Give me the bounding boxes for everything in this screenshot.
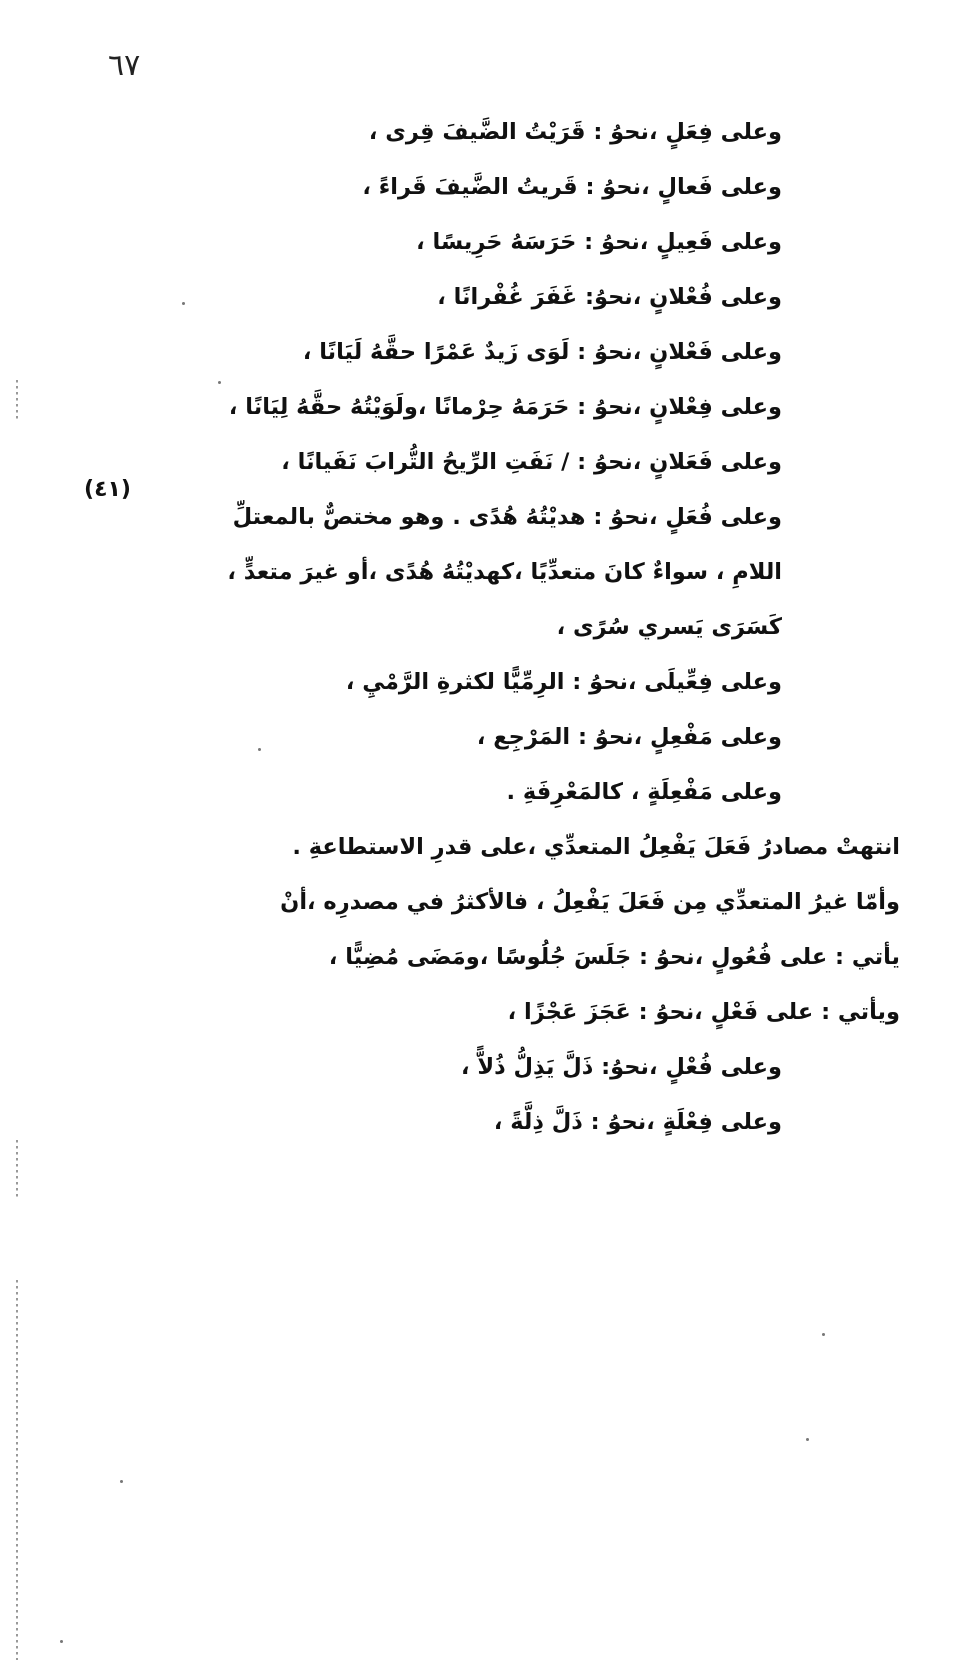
text-line-6: وعلى فِعْلانٍ ،نحوُ : حَرَمَهُ حِرْمانًا ،ولَوَيْتُهُ حقَّهُ لِيَانًا ، [228, 394, 782, 420]
footnote-marker: (٤١) [84, 477, 131, 502]
text-line-3: وعلى فَعِيلٍ ،نحوُ : حَرَسَهُ حَرِيسًا ، [416, 229, 782, 255]
text-line-15: وأمّا غيرُ المتعدِّي مِن فَعَلَ يَفْعِلُ ، فالأكثرُ في مصدرِه ،أنْ [280, 889, 900, 915]
text-line-4: وعلى فُعْلانٍ ،نحوُ: غَفَرَ غُفْرانًا ، [437, 284, 782, 310]
page-number: ٦٧ [108, 48, 141, 83]
text-line-17: ويأتي : على فَعْلٍ ،نحوُ : عَجَزَ عَجْزًا ، [507, 999, 900, 1025]
scan-margin-dots-bottom [16, 1280, 18, 1660]
text-line-8: وعلى فُعَلٍ ،نحوُ : هديْتُهُ هُدًى . وهو مختصٌّ بالمعتلِّ [232, 504, 782, 530]
text-line-19: وعلى فِعْلَةٍ ،نحوُ : ذَلَّ ذِلَّةً ، [493, 1109, 782, 1135]
text-line-5: وعلى فَعْلانٍ ،نحوُ : لَوَى زَيدٌ عَمْرًا حقَّهُ لَيَانًا ، [302, 339, 782, 365]
scan-speck [120, 1480, 123, 1483]
text-line-18: وعلى فُعْلٍ ،نحوُ: ذَلَّ يَذِلُّ ذُلاًّ ، [460, 1054, 782, 1080]
scan-speck [258, 748, 261, 751]
text-line-13: وعلى مَفْعِلَةٍ ، كالمَعْرِفَةِ . [506, 779, 782, 805]
scan-speck [806, 1438, 809, 1441]
scan-speck [60, 1640, 63, 1643]
text-line-11: وعلى فِعِّيلَى ،نحوُ : الرِمِّيًّا لكثرةِ الرَّمْيِ ، [345, 669, 782, 695]
text-line-7: وعلى فَعَلانٍ ،نحوُ : / نَفَتِ الرِّيحُ التُّرابَ نَفَيانًا ، [281, 449, 782, 475]
text-line-14: انتهتْ مصادرُ فَعَلَ يَفْعِلُ المتعدِّي ،على قدرِ الاستطاعةِ . [292, 834, 900, 860]
scan-speck [822, 1333, 825, 1336]
text-line-1: وعلى فِعَلٍ ،نحوُ : قَرَيْتُ الضَّيفَ قِرى ، [368, 119, 782, 145]
scan-speck [218, 381, 221, 384]
text-line-16: يأتي : على فُعُولٍ ،نحوُ : جَلَسَ جُلُوسًا ،ومَضَى مُضِيًّا ، [328, 944, 900, 970]
scan-speck [182, 302, 185, 305]
text-line-10: كَسَرَى يَسري سُرًى ، [556, 614, 782, 640]
scan-margin-dots-top [16, 380, 18, 420]
scan-margin-dots-middle [16, 1140, 18, 1200]
text-line-2: وعلى فَعالٍ ،نحوُ : قَريتُ الضَّيفَ قَراءً ، [362, 174, 782, 200]
text-line-12: وعلى مَفْعِلٍ ،نحوُ : المَرْجِع ، [476, 724, 782, 750]
text-line-9: اللامِ ، سواءٌ كانَ متعدِّيًا ،كهديْتُهُ هُدًى ،أو غيرَ متعدٍّ ، [227, 559, 782, 585]
